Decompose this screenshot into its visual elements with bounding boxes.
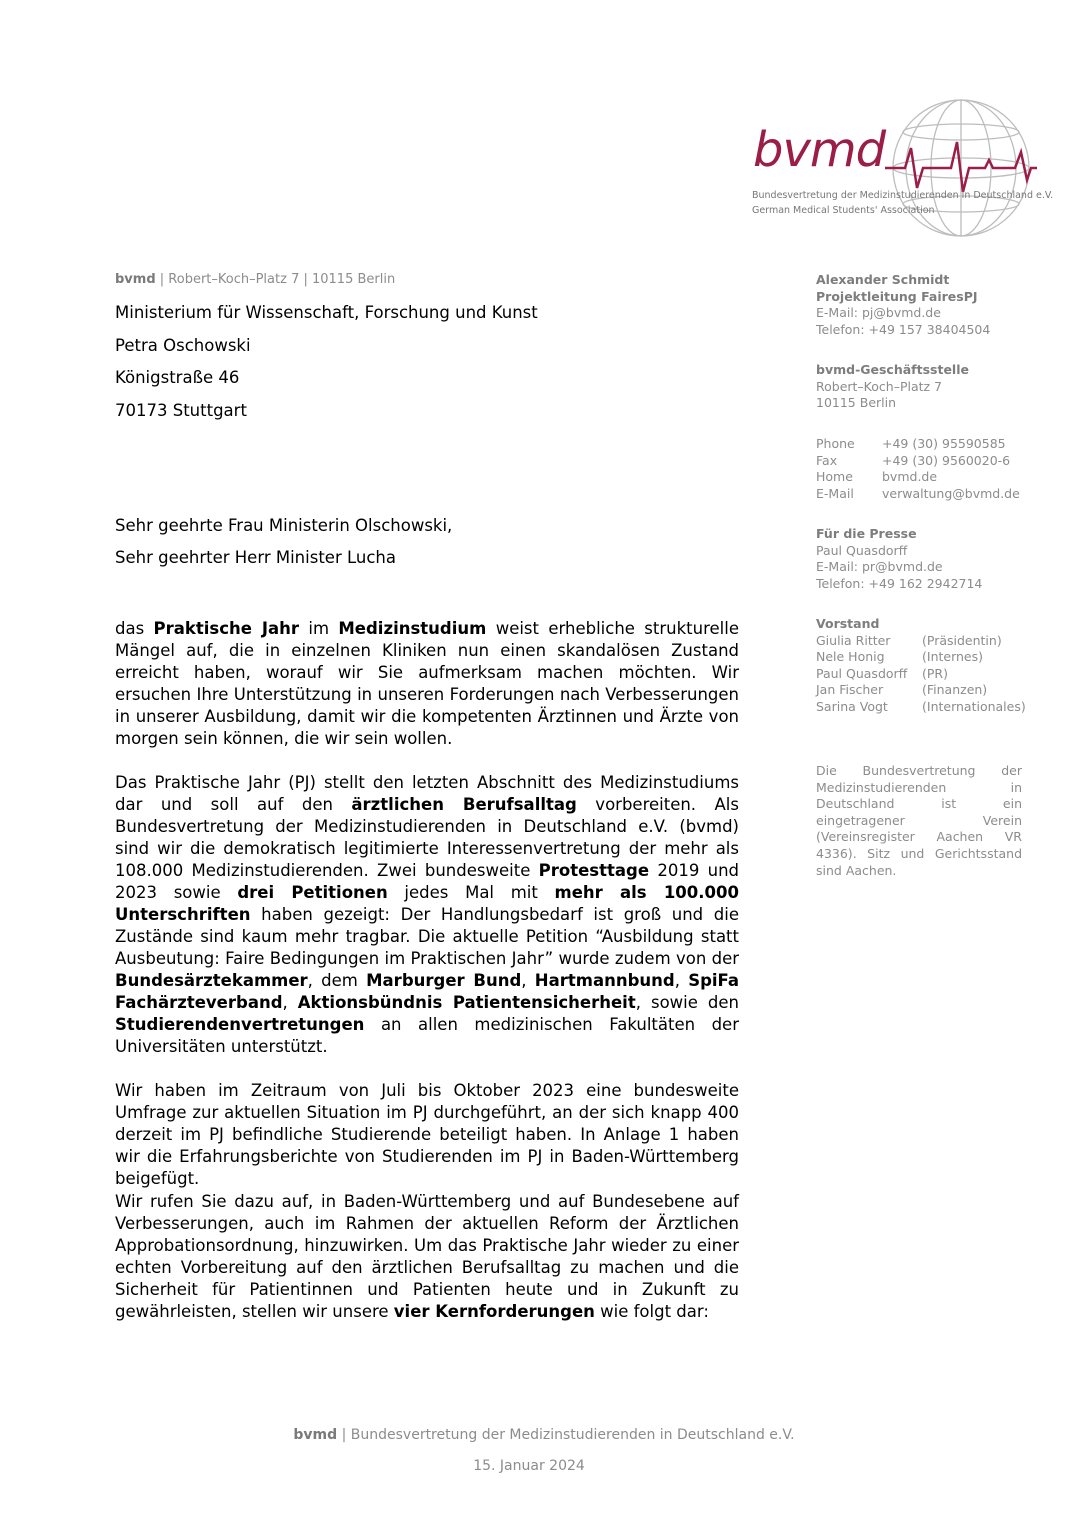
member-role: (Präsidentin) [922, 632, 1002, 648]
contact-phone: Telefon: +49 157 38404504 [816, 321, 991, 337]
channel-row [816, 453, 1020, 470]
body-text: im [299, 619, 339, 638]
body-text: Das Praktische Jahr (PJ) stellt den letzten Abschnitt des Medizinstudiums dar und soll auf den [115, 773, 739, 814]
emphasis-text: drei Petitionen [237, 883, 388, 902]
emphasis-text: vier Kernforderungen [393, 1302, 595, 1321]
board-member [816, 682, 1026, 699]
sidebar-legal-note: Die Bundesvertretung der Medizinstudierenden in Deutschland ist ein eingetragener Verein (Vereinsregister Aachen VR 4336). Sitz und Gerichtsstand sind Aachen. [816, 763, 1022, 878]
body-paragraph-2 [115, 772, 739, 1058]
member-name: Giulia Ritter [816, 632, 891, 648]
press-name: Paul Quasdorff [816, 542, 908, 558]
body-text: haben gezeigt: Der Handlungsbedarf ist groß und die Zustände sind kaum mehr tragbar. Die aktuelle Petition “Ausbildung statt Ausbeutung: Faire Bedingungen im Praktischen Jahr” wurde zudem von der [115, 905, 739, 968]
sidebar-contact [816, 272, 990, 338]
footer-org-line [0, 1427, 1088, 1443]
office-street: Robert–Koch–Platz 7 [816, 378, 943, 394]
salutation-line-1: Sehr geehrte Frau Ministerin Olschowski, [115, 516, 453, 535]
body-text: 2019 und 2023 sowie [115, 861, 739, 902]
channel-label: E-Mail [816, 485, 854, 501]
channel-value: +49 (30) 9560020-6 [882, 452, 1011, 468]
emphasis-text: Marburger Bund [366, 971, 522, 990]
body-paragraph-4 [115, 1191, 739, 1323]
channel-label: Phone [816, 436, 855, 451]
sidebar-press [816, 526, 982, 592]
letter-date: 15. Januar 2024 [473, 1458, 585, 1474]
body-text: weist erhebliche strukturelle Mängel auf, die in einzelnen Kliniken nun einen skandalösen Zustand erreicht haben, worauf wir Sie aufmerksam machen möchten. Wir ersuchen Ihre Unterstützung in unseren Forderungen nach Verbesserungen in unserer Ausbildung, damit wir die kompetenten Ärztinnen und Ärzte von morgen sein können, die wir sein wollen. [115, 619, 739, 748]
member-name: Nele Honig [816, 649, 885, 665]
emphasis-text: Hartmannbund [534, 971, 675, 990]
logo-wordmark: bvmd [753, 122, 886, 178]
press-phone: Telefon: +49 162 2942714 [816, 575, 983, 591]
member-role: (PR) [922, 665, 948, 681]
body-text: , [282, 993, 298, 1012]
board-member [816, 633, 1026, 650]
member-name: Sarina Vogt [816, 698, 888, 714]
contact-email: E-Mail: pj@bvmd.de [816, 305, 941, 321]
salutation-line-2: Sehr geehrter Herr Minister Lucha [115, 548, 396, 567]
press-title: Für die Presse [816, 526, 917, 541]
member-role: (Internes) [922, 649, 983, 665]
body-text: wie folgt dar: [594, 1302, 709, 1321]
sidebar-office [816, 362, 969, 412]
emphasis-text: SpiFa Fachärzteverband [115, 971, 739, 1012]
emphasis-text: Protesttage [538, 861, 650, 880]
recipient-line-3: Königstraße 46 [115, 368, 240, 387]
emphasis-text: Aktionsbündnis Patientensicherheit [297, 993, 636, 1012]
sidebar-channels [816, 436, 1020, 502]
emphasis-text: Bundesärztekammer [115, 971, 308, 990]
board-member [816, 666, 1026, 683]
board-title: Vorstand [816, 616, 880, 631]
member-name: Paul Quasdorff [816, 665, 908, 681]
emphasis-text: Praktische Jahr [153, 619, 299, 638]
emphasis-text: Medizinstudium [338, 619, 487, 638]
body-paragraph-1 [115, 618, 739, 750]
sender-address: | Robert–Koch–Platz 7 | 10115 Berlin [155, 272, 396, 287]
board-member [816, 699, 1026, 716]
sender-address-line [115, 272, 395, 287]
body-text: jedes Mal mit [387, 883, 555, 902]
member-name: Jan Fischer [816, 682, 884, 698]
body-text: Wir haben im Zeitraum von Juli bis Oktober 2023 eine bundesweite Umfrage zur aktuellen Situation im PJ durchgeführt, an der sich knapp 400 derzeit im PJ befindliche Studierende beteiligt haben. In Anlage 1 haben wir die Erfahrungsberichte von Studierenden im PJ in Baden-Württemberg beigefügt. [115, 1081, 739, 1188]
board-member [816, 649, 1026, 666]
member-role: (Finanzen) [922, 682, 988, 698]
body-text: Wir rufen Sie dazu auf, in Baden-Württemberg und auf Bundesebene auf Verbesserungen, auch im Rahmen der aktuellen Reform der Ärztlichen Approbationsordnung, hinzuwirken. Um das Praktische Jahr wieder zu einer echten Vorbereitung auf den ärztlichen Berufsalltag zu machen und die Sicherheit für Patientinnen und Patienten heute und in Zukunft zu gewährleisten, stellen wir unsere [115, 1192, 739, 1321]
sender-org: bvmd [115, 272, 156, 287]
office-title: bvmd-Geschäftsstelle [816, 362, 969, 377]
office-city: 10115 Berlin [816, 395, 897, 411]
emphasis-text: mehr als 100.000 Unterschriften [115, 883, 739, 924]
footer-org-name: | Bundesvertretung der Medizinstudierenden in Deutschland e.V. [337, 1427, 795, 1443]
channel-label: Home [816, 469, 853, 485]
channel-row [816, 436, 1020, 453]
body-text: , [521, 971, 535, 990]
body-paragraph-3 [115, 1080, 739, 1190]
logo-subtitle-de: Bundesvertretung der Medizinstudierenden in Deutschland e.V. [752, 190, 1054, 201]
body-text: , dem [307, 971, 367, 990]
channel-row [816, 469, 1020, 486]
contact-name: Alexander Schmidt [816, 272, 950, 287]
emphasis-text: Studierendenvertretungen [115, 1015, 365, 1034]
body-text: an allen medizinischen Fakultäten der Universitäten unterstützt. [115, 1015, 739, 1056]
logo-subtitle-en: German Medical Students' Association [752, 205, 935, 216]
member-role: (Internationales) [922, 698, 1026, 714]
body-text: das [115, 619, 154, 638]
body-text: , sowie den [635, 993, 739, 1012]
body-text: , [674, 971, 689, 990]
bvmd-logo [745, 92, 1054, 242]
sidebar-board [816, 616, 1026, 716]
press-email: E-Mail: pr@bvmd.de [816, 559, 943, 575]
recipient-line-4: 70173 Stuttgart [115, 401, 247, 420]
body-text: vorbereiten. Als Bundesvertretung der Medizinstudierenden in Deutschland e.V. (bvmd) sind wir die demokratisch legitimierte Interessenvertretung der mehr als 108.000 Medizinstudierenden. Zwei bundesweite [115, 795, 739, 880]
channel-label: Fax [816, 452, 838, 468]
recipient-line-2: Petra Oschowski [115, 336, 251, 355]
contact-role: Projektleitung FairesPJ [816, 288, 978, 304]
channel-value: +49 (30) 95590585 [882, 436, 1006, 451]
channel-value: verwaltung@bvmd.de [882, 485, 1020, 501]
channel-value: bvmd.de [882, 469, 938, 485]
channel-row [816, 486, 1020, 503]
recipient-line-1: Ministerium für Wissenschaft, Forschung und Kunst [115, 303, 538, 322]
footer-org: bvmd [293, 1427, 338, 1443]
emphasis-text: ärztlichen Berufsalltag [351, 795, 577, 814]
